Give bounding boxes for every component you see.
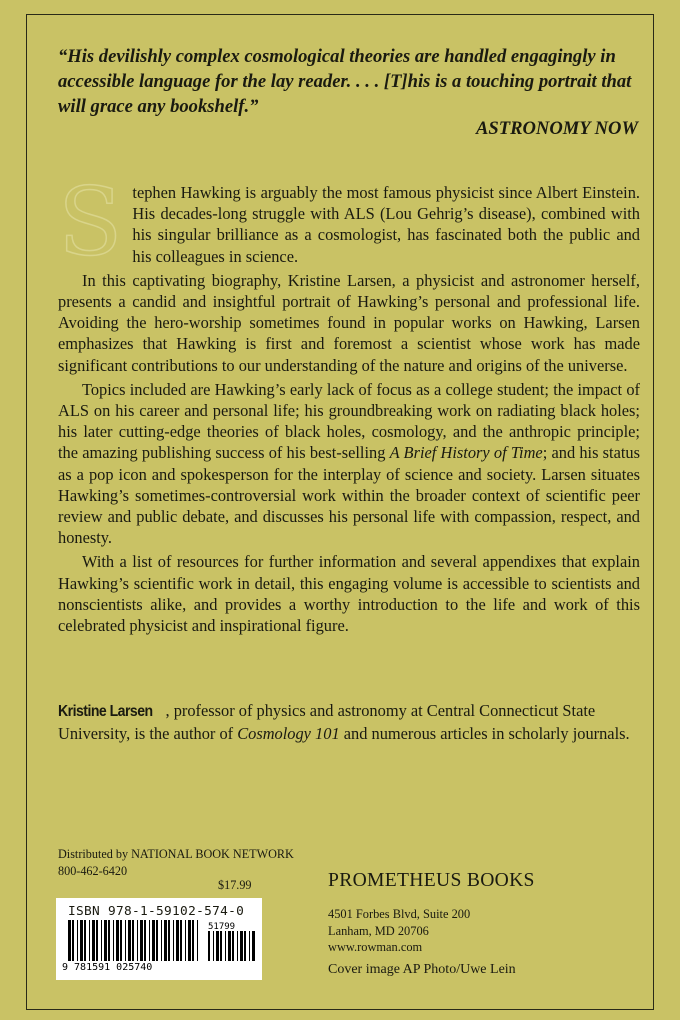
barcode-bar xyxy=(96,920,98,961)
barcode-bar xyxy=(232,931,234,961)
barcode-bar xyxy=(176,920,179,961)
barcode-bar xyxy=(220,931,222,961)
barcode-bar xyxy=(216,931,219,961)
book-description xyxy=(58,168,640,639)
description-paragraph-1: Stephen Hawking is arguably the most famous physicist since Albert Einstein. His decades-long struggle with ALS (Lou Gehrig’s disease), combined with his singular brilliance as a cosmologist, has fascinated both the public and his colleagues in science. xyxy=(58,168,640,277)
barcode-bar xyxy=(108,920,110,961)
author-bio: Kristine Larsen , professor of physics and astronomy at Central Connecticut State University, is the author of Cosmology 101 and numerous articles in scholarly journals. xyxy=(58,701,630,743)
price: $17.99 xyxy=(218,878,252,892)
barcode-bar xyxy=(101,920,102,961)
barcode-graphic xyxy=(62,920,256,972)
author-book-title: Cosmology 101 xyxy=(237,724,340,743)
barcode-bar xyxy=(208,931,210,961)
publisher-name: PROMETHEUS BOOKS xyxy=(328,870,535,891)
barcode-bar xyxy=(180,920,182,961)
cover-credit: Cover image AP Photo/Uwe Lein xyxy=(328,962,516,977)
barcode-bar xyxy=(161,920,162,961)
barcode-bar xyxy=(156,920,158,961)
barcode-bar xyxy=(140,920,143,961)
barcode-bar xyxy=(240,931,243,961)
barcode-addon-digits: 51799 xyxy=(208,922,236,932)
barcode-bar xyxy=(225,931,226,961)
barcode-bar xyxy=(104,920,107,961)
barcode xyxy=(56,898,262,980)
author-name: Kristine Larsen xyxy=(58,703,153,720)
drop-cap: S xyxy=(58,168,123,277)
barcode-bar xyxy=(120,920,122,961)
barcode-bar xyxy=(144,920,146,961)
barcode-bar xyxy=(125,920,126,961)
barcode-bar xyxy=(116,920,119,961)
barcode-bar xyxy=(137,920,138,961)
barcode-bar xyxy=(164,920,167,961)
barcode-bar xyxy=(84,920,86,961)
barcode-bar xyxy=(185,920,186,961)
barcode-bar xyxy=(237,931,238,961)
book-title-reference: A Brief History of Time xyxy=(389,443,543,463)
barcode-bar xyxy=(113,920,114,961)
barcode-bar xyxy=(80,920,83,961)
barcode-bar xyxy=(197,920,198,961)
barcode-bar xyxy=(152,920,155,961)
barcode-bar xyxy=(213,931,214,961)
review-source: ASTRONOMY NOW xyxy=(475,118,638,139)
barcode-bar xyxy=(252,931,255,961)
barcode-bar xyxy=(244,931,246,961)
barcode-bar xyxy=(192,920,194,961)
distribution-info: Distributed by NATIONAL BOOK NETWORK 800-462-6420 xyxy=(58,847,294,878)
barcode-bar xyxy=(77,920,78,961)
barcode-bar xyxy=(149,920,150,961)
publisher-address: 4501 Forbes Blvd, Suite 200 Lanham, MD 20706 www.rowman.com xyxy=(328,907,471,954)
description-paragraph-4: With a list of resources for further information and several appendixes that explain Hawking’s scientific work in detail, this engaging volume is accessible to scientists and nonscientists alike, and provides a worthy introduction to the life and work of this celebrated physicist and inspirational figure. xyxy=(58,552,640,636)
barcode-bar xyxy=(72,920,74,961)
description-paragraph-2: In this captivating biography, Kristine Larsen, a physicist and astronomer herself, presents a candid and insightful portrait of Hawking’s personal and professional life. Avoiding the hero-worship sometimes found in popular works on Hawking, Larsen emphasizes that Hawking is first and foremost a scientist whose work has made significant contributions to our understanding of the nature and origins of the universe. xyxy=(58,270,640,375)
barcode-bar xyxy=(168,920,170,961)
barcode-bar xyxy=(92,920,95,961)
barcode-bar xyxy=(249,931,250,961)
description-paragraph-3: Topics included are Hawking’s early lack of focus as a college student; the impact of ALS on his career and personal life; his groundbreaking work on radiating black holes; his later cutting-edge theories of black holes, cosmology, and the anthropic principle; the amazing publishing success of his best-selling A Brief History of Time; and his status as a pop icon and spokesperson for the interplay of science and society. Larsen situates Hawking’s sometimes-controversial work within the broader context of scientific peer review and public debate, and discusses his personal life with compassion, respect, and honesty. xyxy=(58,379,640,548)
barcode-bar xyxy=(188,920,191,961)
review-quote: “His devilishly complex cosmological theories are handled engagingly in accessible language for the lay reader. . . . [T]his is a touching portrait that will grace any bookshelf.” xyxy=(58,46,632,117)
barcode-digits: 9 781591 025740 xyxy=(62,962,153,972)
barcode-bar xyxy=(228,931,231,961)
barcode-bar xyxy=(89,920,90,961)
barcode-bar xyxy=(128,920,131,961)
isbn-label: ISBN 978-1-59102-574-0 xyxy=(68,904,245,919)
barcode-bar xyxy=(68,920,71,961)
barcode-bar xyxy=(173,920,174,961)
barcode-bar xyxy=(132,920,134,961)
